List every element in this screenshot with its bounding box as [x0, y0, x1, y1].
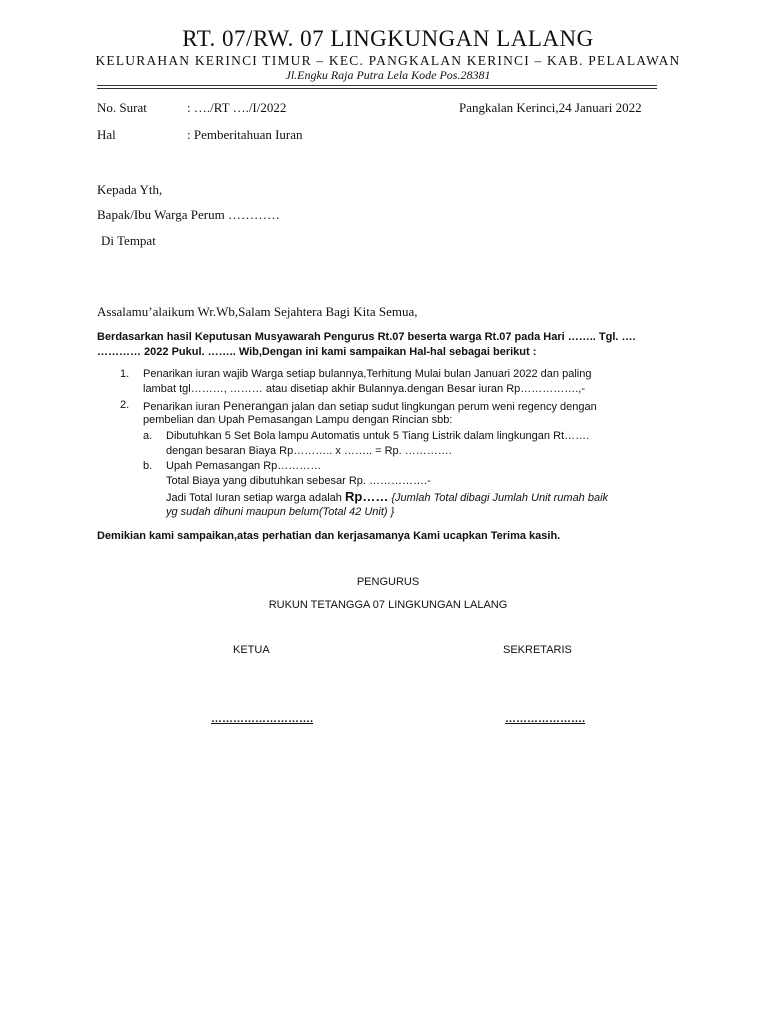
- letterhead-title: RT. 07/RW. 07 LINGKUNGAN LALANG: [182, 26, 594, 51]
- item1-line2: lambat tgl………, ……… atau disetiap akhir Bulannya.dengan Besar iuran Rp…………….,-: [143, 383, 586, 395]
- iuran-amount: Rp……: [344, 489, 389, 504]
- letterhead-rule-top: [97, 85, 657, 86]
- ketua-signature-line: ……………………….: [211, 713, 314, 725]
- item2-line1-emphasis: Penerangan: [223, 399, 289, 413]
- hal-value: : Pemberitahuan Iuran: [187, 127, 303, 142]
- iuran-line2: yg sudah dihuni maupun belum(Total 42 Unit) }: [166, 506, 395, 518]
- org-line2: RUKUN TETANGGA 07 LINGKUNGAN LALANG: [268, 599, 508, 611]
- hal-label: Hal: [97, 127, 116, 142]
- sub-a-line1: Dibutuhkan 5 Set Bola lampu Automatis untuk 5 Tiang Listrik dalam lingkungan Rt…….: [166, 430, 590, 442]
- letterhead-address: Jl.Engku Raja Putra Lela Kode Pos.28381: [285, 68, 491, 82]
- letterhead-subtitle: KELURAHAN KERINCI TIMUR – KEC. PANGKALAN KERINCI – KAB. PELALAWAN: [95, 53, 681, 68]
- sekretaris-label: SEKRETARIS: [503, 644, 572, 656]
- sub-b-line1: Upah Pemasangan Rp…………: [166, 460, 322, 472]
- item1-number: 1.: [120, 368, 130, 380]
- greeting: Assalamu’alaikum Wr.Wb,Salam Sejahtera Bagi Kita Semua,: [97, 304, 418, 319]
- sub-a-letter: a.: [143, 430, 153, 442]
- intro-line1: Berdasarkan hasil Keputusan Musyawarah Pengurus Rt.07 beserta warga Rt.07 pada Hari …….. Tgl. ….: [97, 331, 636, 343]
- item2-line1: [143, 399, 597, 413]
- item2-line2: pembelian dan Upah Pemasangan Lampu dengan Rincian sbb:: [143, 414, 453, 426]
- intro-line2: ………… 2022 Pukul. …….. Wib,Dengan ini kami sampaikan Hal-hal sebagai berikut :: [97, 346, 537, 358]
- recipient-line1: Kepada Yth,: [97, 182, 163, 197]
- item2-line1-end: jalan dan setiap sudut lingkungan perum weni regency dengan: [288, 401, 597, 413]
- sub-b-letter: b.: [143, 460, 153, 472]
- no-surat-label: No. Surat: [97, 100, 147, 115]
- item2-line1-start: Penarikan iuran: [143, 401, 224, 413]
- item1-line1: Penarikan iuran wajib Warga setiap bulannya,Terhitung Mulai bulan Januari 2022 dan paling: [143, 368, 592, 380]
- sub-a-line2: dengan besaran Biaya Rp……….. x …….. = Rp. ………….: [166, 445, 452, 457]
- ketua-label: KETUA: [233, 644, 270, 656]
- closing: Demikian kami sampaikan,atas perhatian dan kerjasamanya Kami ucapkan Terima kasih.: [97, 530, 561, 542]
- sekretaris-signature-line: ………………….: [505, 713, 586, 725]
- place-date: Pangkalan Kerinci,24 Januari 2022: [459, 100, 642, 115]
- item2-number: 2.: [120, 399, 130, 411]
- letterhead-rule-bottom: [97, 88, 657, 89]
- iuran-line1-note: {Jumlah Total dibagi Jumlah Unit rumah baik: [388, 492, 609, 504]
- iuran-line1: [166, 489, 608, 504]
- no-surat-value: : …./RT …./I/2022: [187, 100, 287, 115]
- recipient-line2: Bapak/Ibu Warga Perum …………: [97, 207, 280, 222]
- recipient-line3: Di Tempat: [101, 233, 156, 248]
- iuran-line1-start: Jadi Total Iuran setiap warga adalah: [166, 492, 345, 504]
- total-line: Total Biaya yang dibutuhkan sebesar Rp. …………….-: [166, 475, 431, 487]
- org-line1: PENGURUS: [356, 576, 420, 588]
